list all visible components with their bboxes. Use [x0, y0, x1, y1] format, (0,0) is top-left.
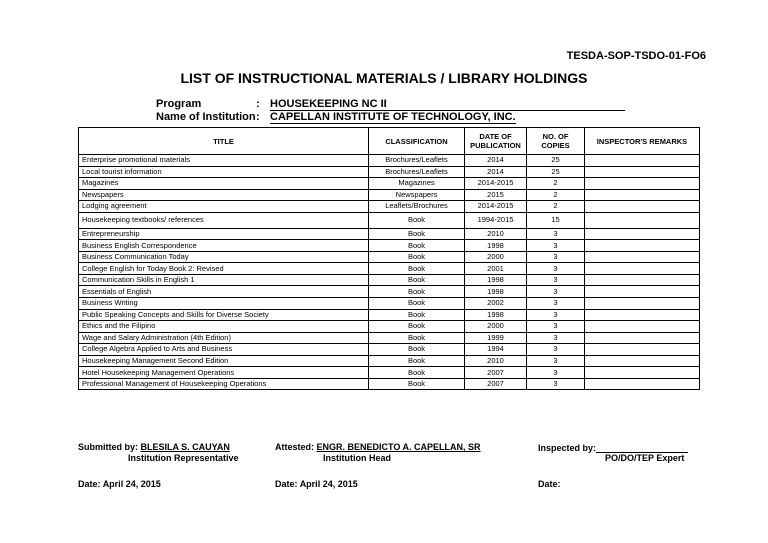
cell-title: Housekeeping textbooks/ references — [79, 212, 369, 228]
table-row — [79, 178, 700, 190]
inspected-signature-line — [596, 442, 688, 453]
cell-title: Wage and Salary Administration (4th Edition) — [79, 332, 369, 344]
table-row — [79, 274, 700, 286]
attested-role: Institution Head — [323, 453, 391, 463]
cell-date: 2007 — [465, 378, 527, 390]
cell-date: 2014 — [465, 155, 527, 167]
cell-copies: 2 — [527, 189, 585, 201]
attested-label: Attested: — [275, 442, 315, 452]
cell-copies: 3 — [527, 298, 585, 310]
table-row — [79, 286, 700, 298]
cell-classification: Book — [369, 228, 465, 240]
cell-copies: 3 — [527, 240, 585, 252]
cell-remarks — [585, 240, 700, 252]
cell-classification: Book — [369, 286, 465, 298]
cell-remarks — [585, 321, 700, 333]
cell-title: Communication Skills in English 1 — [79, 274, 369, 286]
column-header-title: TITLE — [79, 128, 369, 155]
cell-classification: Book — [369, 332, 465, 344]
cell-classification: Magazines — [369, 178, 465, 190]
cell-date: 1998 — [465, 274, 527, 286]
inspected-label: Inspected by: — [538, 443, 597, 453]
cell-title: Housekeeping Management Second Edition — [79, 355, 369, 367]
cell-remarks — [585, 189, 700, 201]
table-row — [79, 166, 700, 178]
column-header-remarks: INSPECTOR'S REMARKS — [585, 128, 700, 155]
holdings-table — [78, 127, 700, 390]
program-value: HOUSEKEEPING NC II — [270, 98, 625, 111]
page-title: LIST OF INSTRUCTIONAL MATERIALS / LIBRARY HOLDINGS — [180, 70, 588, 86]
submitted-date — [78, 479, 161, 489]
cell-classification: Book — [369, 309, 465, 321]
cell-title: Enterprise promotional materials — [79, 155, 369, 167]
cell-copies: 3 — [527, 228, 585, 240]
table-row — [79, 189, 700, 201]
attested-date — [275, 479, 358, 489]
cell-date: 2000 — [465, 251, 527, 263]
cell-copies: 3 — [527, 355, 585, 367]
cell-copies: 2 — [527, 178, 585, 190]
table-row — [79, 263, 700, 275]
cell-copies: 3 — [527, 332, 585, 344]
institution-label: Name of Institution — [156, 111, 256, 123]
cell-date: 2014-2015 — [465, 178, 527, 190]
inspected-date-label: Date: — [538, 479, 561, 489]
cell-remarks — [585, 378, 700, 390]
cell-date: 1998 — [465, 286, 527, 298]
cell-copies: 3 — [527, 321, 585, 333]
cell-title: Business Communication Today — [79, 251, 369, 263]
cell-remarks — [585, 274, 700, 286]
cell-title: Lodging agreement — [79, 201, 369, 213]
cell-copies: 3 — [527, 309, 585, 321]
table-row — [79, 228, 700, 240]
program-colon: : — [256, 98, 260, 110]
cell-copies: 3 — [527, 286, 585, 298]
program-line — [156, 98, 625, 111]
cell-classification: Book — [369, 251, 465, 263]
institution-value: CAPELLAN INSTITUTE OF TECHNOLOGY, INC. — [270, 111, 516, 123]
table-row — [79, 201, 700, 213]
inspected-by — [538, 442, 688, 453]
cell-title: Business Writing — [79, 298, 369, 310]
cell-copies: 3 — [527, 344, 585, 356]
table-row — [79, 155, 700, 167]
cell-remarks — [585, 367, 700, 379]
cell-classification: Brochures/Leaflets — [369, 155, 465, 167]
cell-remarks — [585, 166, 700, 178]
column-header-date: DATE OF PUBLICATION — [465, 128, 527, 155]
cell-copies: 25 — [527, 155, 585, 167]
cell-date: 2001 — [465, 263, 527, 275]
cell-date: 2010 — [465, 228, 527, 240]
table-body — [79, 155, 700, 390]
table-row — [79, 240, 700, 252]
cell-date: 1994-2015 — [465, 212, 527, 228]
cell-copies: 3 — [527, 378, 585, 390]
cell-title: Hotel Housekeeping Management Operations — [79, 367, 369, 379]
table-row — [79, 367, 700, 379]
cell-date: 1998 — [465, 240, 527, 252]
cell-classification: Book — [369, 212, 465, 228]
cell-date: 2007 — [465, 367, 527, 379]
cell-remarks — [585, 263, 700, 275]
cell-date: 2010 — [465, 355, 527, 367]
cell-classification: Book — [369, 355, 465, 367]
cell-date: 1998 — [465, 309, 527, 321]
cell-copies: 3 — [527, 367, 585, 379]
submitted-role: Institution Representative — [128, 453, 239, 463]
cell-title: Ethics and the Filipino — [79, 321, 369, 333]
attested-date-label: Date: — [275, 479, 298, 489]
cell-remarks — [585, 355, 700, 367]
cell-copies: 15 — [527, 212, 585, 228]
cell-remarks — [585, 201, 700, 213]
cell-classification: Leaflets/Brochures — [369, 201, 465, 213]
cell-classification: Book — [369, 367, 465, 379]
cell-title: Public Speaking Concepts and Skills for Diverse Society — [79, 309, 369, 321]
cell-classification: Book — [369, 240, 465, 252]
cell-remarks — [585, 286, 700, 298]
submitted-name: BLESILA S. CAUYAN — [140, 442, 230, 452]
cell-date: 2014-2015 — [465, 201, 527, 213]
institution-line — [156, 111, 516, 124]
cell-copies: 3 — [527, 263, 585, 275]
cell-copies: 2 — [527, 201, 585, 213]
cell-remarks — [585, 251, 700, 263]
cell-classification: Newspapers — [369, 189, 465, 201]
column-header-copies: NO. OF COPIES — [527, 128, 585, 155]
cell-title: Local tourist information — [79, 166, 369, 178]
cell-title: Entrepreneurship — [79, 228, 369, 240]
table-row — [79, 298, 700, 310]
cell-date: 1994 — [465, 344, 527, 356]
cell-remarks — [585, 178, 700, 190]
cell-title: College English for Today Book 2: Revised — [79, 263, 369, 275]
cell-title: Magazines — [79, 178, 369, 190]
inspected-role: PO/DO/TEP Expert — [605, 453, 685, 463]
cell-classification: Book — [369, 321, 465, 333]
cell-classification: Brochures/Leaflets — [369, 166, 465, 178]
cell-classification: Book — [369, 263, 465, 275]
cell-title: Essentials of English — [79, 286, 369, 298]
column-header-classification: CLASSIFICATION — [369, 128, 465, 155]
document-code: TESDA-SOP-TSDO-01-FO6 — [566, 50, 706, 62]
cell-remarks — [585, 344, 700, 356]
cell-remarks — [585, 332, 700, 344]
attested-name: ENGR. BENEDICTO A. CAPELLAN, SR — [316, 442, 481, 452]
table-row — [79, 332, 700, 344]
submitted-by — [78, 442, 230, 452]
table-row — [79, 355, 700, 367]
program-label: Program — [156, 98, 202, 110]
inspected-date — [538, 479, 561, 489]
cell-copies: 3 — [527, 251, 585, 263]
cell-title: Business English Correspondence — [79, 240, 369, 252]
cell-remarks — [585, 298, 700, 310]
table-row — [79, 251, 700, 263]
cell-remarks — [585, 309, 700, 321]
table-row — [79, 321, 700, 333]
table-row — [79, 344, 700, 356]
attested-by — [275, 442, 481, 452]
cell-classification: Book — [369, 378, 465, 390]
cell-date: 1999 — [465, 332, 527, 344]
cell-title: Newspapers — [79, 189, 369, 201]
cell-date: 2015 — [465, 189, 527, 201]
attested-date-value: April 24, 2015 — [299, 479, 358, 489]
cell-remarks — [585, 212, 700, 228]
cell-title: Professional Management of Housekeeping Operations — [79, 378, 369, 390]
cell-remarks — [585, 155, 700, 167]
cell-classification: Book — [369, 274, 465, 286]
cell-copies: 3 — [527, 274, 585, 286]
cell-copies: 25 — [527, 166, 585, 178]
submitted-label: Submitted by: — [78, 442, 138, 452]
table-row — [79, 309, 700, 321]
table-row — [79, 378, 700, 390]
institution-colon: : — [256, 111, 260, 123]
submitted-date-value: April 24, 2015 — [102, 479, 161, 489]
cell-classification: Book — [369, 298, 465, 310]
cell-date: 2014 — [465, 166, 527, 178]
table-row — [79, 212, 700, 228]
cell-classification: Book — [369, 344, 465, 356]
cell-date: 2002 — [465, 298, 527, 310]
cell-date: 2000 — [465, 321, 527, 333]
submitted-date-label: Date: — [78, 479, 101, 489]
cell-title: College Algebra Applied to Arts and Business — [79, 344, 369, 356]
cell-remarks — [585, 228, 700, 240]
table-header-row — [79, 128, 700, 155]
